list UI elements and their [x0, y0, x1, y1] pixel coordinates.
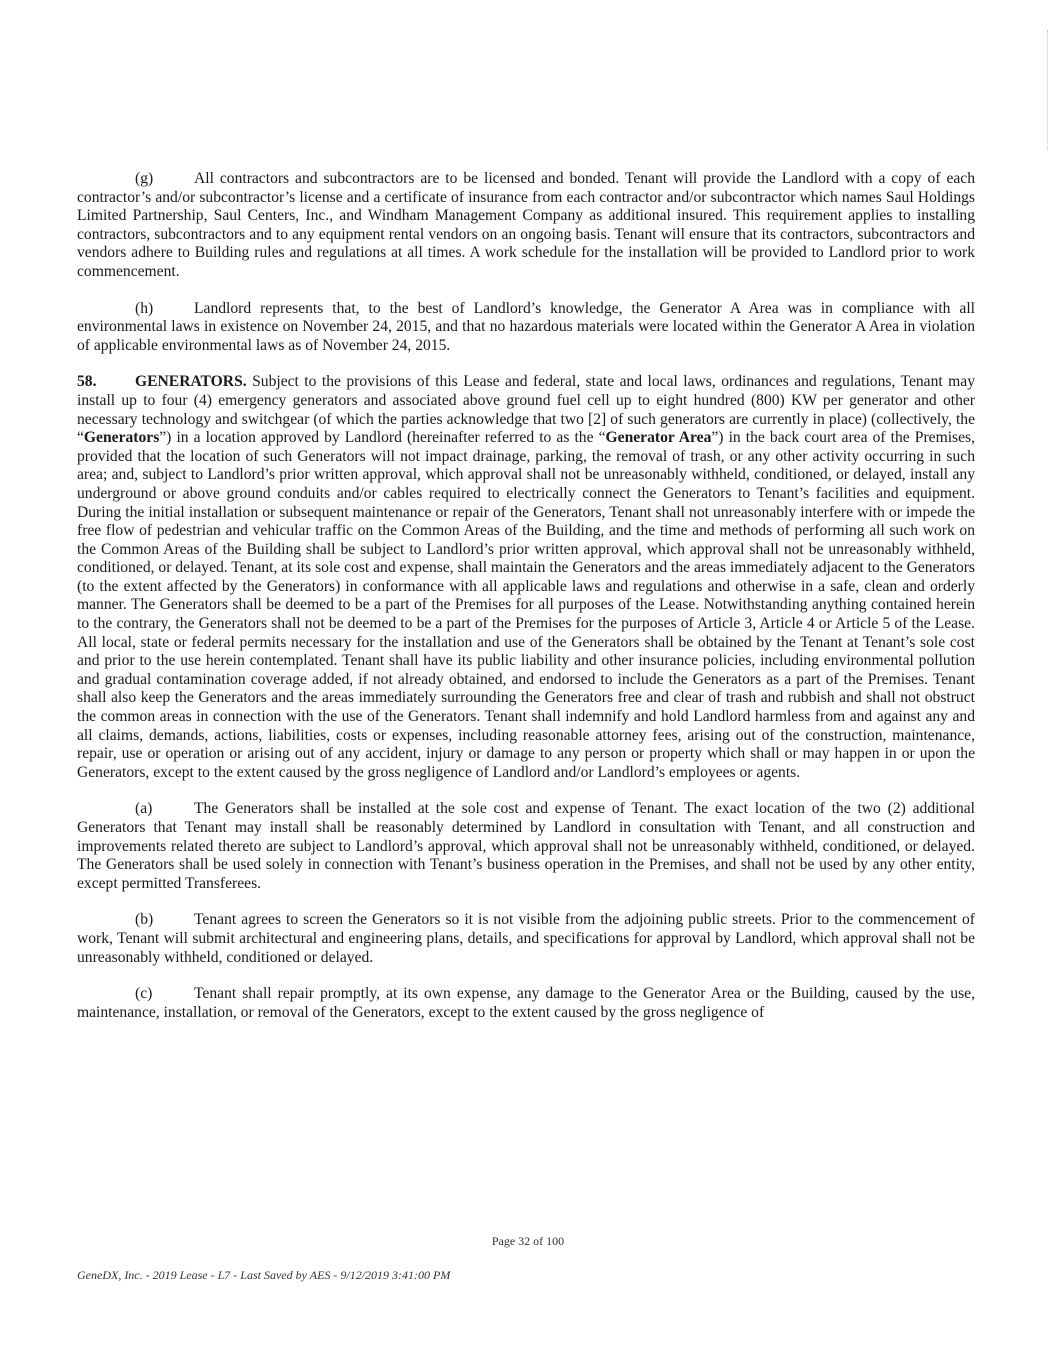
paragraph-g-label: (g) [135, 170, 154, 187]
paragraph-h-text: Landlord represents that, to the best of Landlord’s knowledge, the Generator A Area was in compliance with all environmental laws in existence on November 24, 2015, and that no hazardous materials were located within the Generator A Area in violation of applicable environmental laws as of November 24, 2015. [77, 299, 975, 354]
paragraph-c-text: Tenant shall repair promptly, at its own expense, any damage to the Generator Area or the Building, caused by the use, maintenance, installation, or removal of the Generators, except to the extent caused by the gross negligence of [77, 985, 975, 1021]
paragraph-g-text: All contractors and subcontractors are to be licensed and bonded. Tenant will provide the Landlord with a copy of each contractor’s and/or subcontractor’s license and a certificate of insurance from each contractor and/or subcontractor which names Saul Holdings Limited Partnership, Saul Centers, Inc., and Windham Management Company as additional insured. This requirement applies to installing contractors, subcontractors and to any equipment rental vendors on an ongoing basis. Tenant will ensure that its contractors, subcontractors and vendors adhere to Building rules and regulations at all times. A work schedule for the installation will be provided to Landlord prior to work commencement. [77, 170, 975, 280]
paragraph-g [77, 170, 975, 282]
paragraph-a [77, 800, 975, 893]
document-footer: GeneDX, Inc. - 2019 Lease - L7 - Last Saved by AES - 9/12/2019 3:41:00 PM [77, 1268, 451, 1282]
page-number: Page 32 of 100 [491, 1234, 565, 1248]
paragraph-b-text: Tenant agrees to screen the Generators so it is not visible from the adjoining public streets. Prior to the commencement of work, Tenant will submit architectural and engineering plans, details, and specifications for approval by Landlord, which approval shall not be unreasonably withheld, conditioned or delayed. [77, 911, 975, 966]
paragraph-c [77, 985, 975, 1022]
paragraph-a-label: (a) [135, 800, 153, 818]
page-body [77, 170, 975, 1040]
paragraph-c-label: (c) [135, 985, 153, 1003]
paragraph-b [77, 911, 975, 967]
defined-term-generators: Generators [83, 429, 160, 447]
section-58 [77, 373, 975, 782]
scan-edge-mark [1047, 30, 1051, 150]
section-58-text-3: ”) in the back court area of the Premises, provided that the location of such Generators will not impact drainage, parking, the removal of trash, or any other activity occurring in such area; and, subject to Landlord’s prior written approval, which approval shall not be unreasonably withheld, conditioned, or delayed, install any underground or above ground conduits and/or cables required to electrically connect the Generators to Tenant’s facilities and equipment. During the initial installation or subsequent maintenance or repair of the Generators, Tenant shall not unreasonably interfere with or impede the free flow of pedestrian and vehicular traffic on the Common Areas of the Building, and the time and methods of performing all such work on the Common Areas of the Building shall be subject to Landlord’s prior written approval, which approval shall not be unreasonably withheld, conditioned, or delayed. Tenant, at its sole cost and expense, shall maintain the Generators and the areas immediately adjacent to the Generators (to the extent affected by the Generators) in conformance with all applicable laws and regulations and otherwise in a safe, clean and orderly manner. The Generators shall be deemed to be a part of the Premises for all purposes of the Lease. Notwithstanding anything contained herein to the contrary, the Generators shall not be deemed to be a part of the Premises for the purposes of Article 3, Article 4 or Article 5 of the Lease. All local, state or federal permits necessary for the installation and use of the Generators shall be obtained by the Tenant at Tenant’s sole cost and prior to the use herein contemplated. Tenant shall have its public liability and other insurance policies, including environmental pollution and gradual contamination coverage added, if not already obtained, and endorsed to include the Generators as a part of the Premises. Tenant shall also keep the Generators and the areas immediately surrounding the Generators free and clear of trash and rubbish and shall not obstruct the common areas in connection with the use of the Generators. Tenant shall indemnify and hold Landlord harmless from and against any and all claims, demands, actions, liabilities, costs or expenses, including reasonable attorney fees, arising out of the construction, maintenance, repair, use or operation or arising out of any accident, injury or damage to any person or property which shall or may happen in or upon the Generators, except to the extent caused by the gross negligence of Landlord and/or Landlord’s employees or agents. [77, 429, 975, 781]
section-58-text-2: ”) in a location approved by Landlord (hereinafter referred to as the “ [159, 429, 606, 447]
paragraph-b-label: (b) [135, 911, 154, 929]
section-58-title: GENERATORS. [135, 373, 247, 391]
paragraph-h [77, 300, 975, 356]
defined-term-generator-area: Generator Area [605, 429, 712, 447]
paragraph-a-text: The Generators shall be installed at the sole cost and expense of Tenant. The exact location of the two (2) additional Generators that Tenant may install shall be reasonably determined by Landlord in consultation with Tenant, and all construction and improvements related thereto are subject to Landlord’s approval, which approval shall not be unreasonably withheld, conditioned, or delayed. The Generators shall be used solely in connection with Tenant’s business operation in the Premises, and shall not be used by any other entity, except permitted Transferees. [77, 800, 975, 892]
section-58-number: 58. [77, 373, 97, 391]
section-58-text-1: Subject to the provisions of this Lease and federal, state and local laws, ordinances and regulations, Tenant may install up to four (4) emergency generators and associated above ground fuel cell up to eight hundred (800) KW per generator and other necessary technology and switchgear (of which the parties acknowledge that two [2] of such generators are currently in place) (collectively, the “ [77, 373, 976, 447]
paragraph-h-label: (h) [135, 299, 154, 317]
